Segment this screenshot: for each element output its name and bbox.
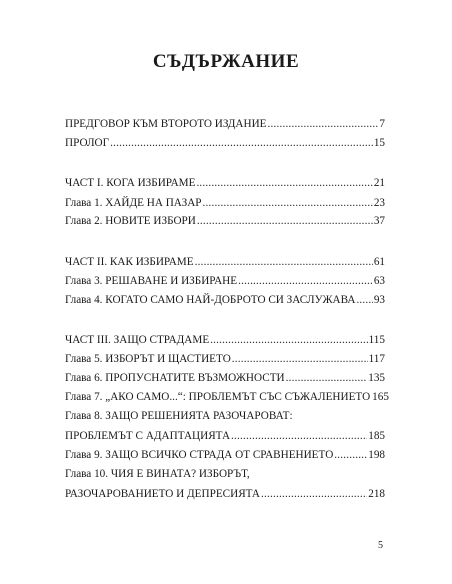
dot-leader xyxy=(334,448,367,462)
toc-entry-page: 23 xyxy=(373,197,385,209)
toc-entry-page: 37 xyxy=(373,215,385,227)
toc-entry-label: ЧАСТ II. КАК ИЗБИРАМЕ xyxy=(65,256,194,268)
dot-leader xyxy=(196,176,372,190)
dot-leader xyxy=(286,371,368,385)
dot-leader xyxy=(267,117,378,131)
toc-entry-page: 135 xyxy=(368,372,385,384)
dot-leader xyxy=(356,293,372,307)
toc-entry-chapter-4[interactable] xyxy=(65,293,385,307)
toc-entry-label: Глава 5. ИЗБОРЪТ И ЩАСТИЕТО xyxy=(65,353,231,365)
toc-entry-page: 165 xyxy=(372,391,389,403)
dot-leader xyxy=(231,429,367,443)
toc-entry-part-1[interactable] xyxy=(65,176,385,190)
dot-leader xyxy=(203,196,373,210)
toc-entry-page: 61 xyxy=(373,256,385,268)
page-title: СЪДЪРЖАНИЕ xyxy=(152,51,300,72)
toc-entry-label: РАЗОЧАРОВАНИЕТО И ДЕПРЕСИЯТА xyxy=(65,488,261,500)
toc-entry-page: 218 xyxy=(368,488,385,500)
dot-leader xyxy=(197,214,373,228)
toc-entry-part-3[interactable] xyxy=(65,333,385,347)
toc-entry-chapter-6[interactable] xyxy=(65,371,385,385)
toc-entry-page: 7 xyxy=(379,118,385,130)
toc-entry-chapter-7[interactable] xyxy=(65,390,389,404)
toc-entry-label: ПРОЛОГ xyxy=(65,137,110,149)
toc-entry-chapter-10-line-1[interactable]: Глава 10. ЧИЯ Е ВИНАТА? ИЗБОРЪТ, xyxy=(65,468,250,480)
toc-entry-label: Глава 3. РЕШАВАНЕ И ИЗБИРАНЕ xyxy=(65,275,238,287)
toc-entry-page: 198 xyxy=(368,449,385,461)
toc-entry-page: 115 xyxy=(368,334,385,346)
toc-entry-label: ПРЕДГОВОР КЪМ ВТОРОТО ИЗДАНИЕ xyxy=(65,118,267,130)
toc-entry-page: 15 xyxy=(373,137,385,149)
toc-entry-prologue[interactable] xyxy=(65,136,385,150)
toc-entry-page: 21 xyxy=(373,177,385,189)
dot-leader xyxy=(210,333,367,347)
toc-entry-chapter-1[interactable] xyxy=(65,196,385,210)
dot-leader xyxy=(110,136,373,150)
toc-entry-label: Глава 1. ХАЙДЕ НА ПАЗАР xyxy=(65,197,202,209)
toc-entry-page: 63 xyxy=(373,275,385,287)
dot-leader xyxy=(261,487,367,501)
dot-leader xyxy=(195,255,373,269)
toc-entry-page: 93 xyxy=(373,294,385,306)
toc-entry-label: Глава 4. КОГАТО САМО НАЙ-ДОБРОТО СИ ЗАСЛУЖАВА xyxy=(65,294,356,306)
toc-entry-label: Глава 9. ЗАЩО ВСИЧКО СТРАДА ОТ СРАВНЕНИЕТО xyxy=(65,449,334,461)
toc-entry-label: ЧАСТ III. ЗАЩО СТРАДАМЕ xyxy=(65,334,210,346)
toc-entry-chapter-9[interactable] xyxy=(65,448,385,462)
toc-entry-chapter-2[interactable] xyxy=(65,214,385,228)
page-number: 5 xyxy=(378,540,383,551)
toc-entry-chapter-10[interactable] xyxy=(65,487,385,501)
toc-entry-part-2[interactable] xyxy=(65,255,385,269)
toc-entry-chapter-8[interactable] xyxy=(65,429,385,443)
toc-entry-chapter-5[interactable] xyxy=(65,352,385,366)
toc-entry-preface[interactable] xyxy=(65,117,385,131)
toc-entry-label: Глава 7. „АКО САМО...“: ПРОБЛЕМЪТ СЪС СЪЖАЛЕНИЕТО xyxy=(65,391,371,403)
toc-entry-label: ЧАСТ I. КОГА ИЗБИРАМЕ xyxy=(65,177,196,189)
toc-entry-chapter-3[interactable] xyxy=(65,274,385,288)
toc-entry-label: Глава 2. НОВИТЕ ИЗБОРИ xyxy=(65,215,196,227)
toc-entry-label: ПРОБЛЕМЪТ С АДАПТАЦИЯТА xyxy=(65,430,231,442)
toc-entry-page: 117 xyxy=(368,353,385,365)
toc-entry-label: Глава 6. ПРОПУСНАТИТЕ ВЪЗМОЖНОСТИ xyxy=(65,372,285,384)
dot-leader xyxy=(232,352,368,366)
dot-leader xyxy=(238,274,373,288)
toc-entry-chapter-8-line-1[interactable]: Глава 8. ЗАЩО РЕШЕНИЯТА РАЗОЧАРОВАТ: xyxy=(65,410,293,422)
toc-entry-page: 185 xyxy=(368,430,385,442)
